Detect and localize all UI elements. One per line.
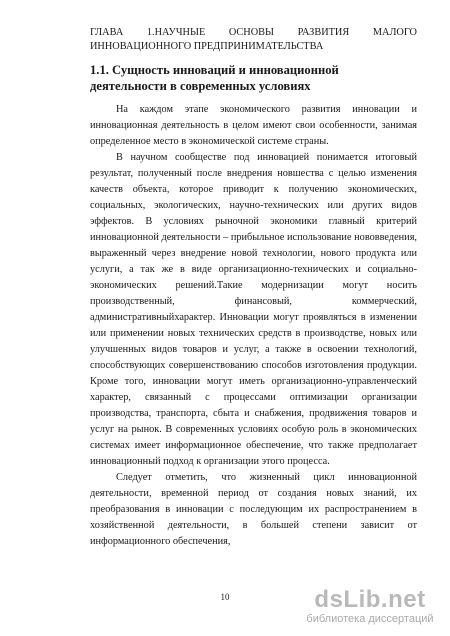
- chapter-heading-line-1: ГЛАВА 1.НАУЧНЫЕ ОСНОВЫ РАЗВИТИЯ МАЛОГО: [90, 27, 417, 38]
- page-content: [90, 26, 417, 550]
- watermark-logo-text: dsLib.net: [314, 586, 426, 613]
- chapter-heading: [90, 26, 417, 54]
- paragraph-3: Следует отметить, что жизненный цикл инновационной деятельности, временной период от создания новых знаний, их преобразования в инновации с последующим их распространением в хозяйственной деятельности, в большей степени зависит от информационного обеспечения,: [90, 472, 417, 547]
- watermark-logo: [300, 587, 440, 626]
- chapter-heading-line-2: ИННОВАЦИОННОГО ПРЕДПРИНИМАТЕЛЬСТВА: [90, 41, 324, 52]
- paragraph-1: На каждом этапе экономического развития инновации и инновационная деятельность в целом имеют свои особенности, занимая определенное место в экономической системе страны.: [90, 104, 417, 147]
- page-number: 10: [220, 592, 230, 602]
- paragraph-2: В научном сообществе под инновацией понимается итоговый результат, полученный после внедрения новшества с целью изменения качеств объекта, которое приводит к получению экономических, социальных, экологических, научно-технических или других видов эффектов. В условиях рыночной экономики главный критерий инновационной деятельности – прибыльное использование нововведения, выраженный через внедрение новой технологии, нового продукта или услуги, а так же в виде организационно-технических и социально-экономических решений.Такие модернизации могут носить производственный, финансовый, коммерческий, административныйхарактер. Инновации могут проявляться в изменении или применении новых технических средств в производстве, новых или улучшенных видов товаров и услуг, а также в освоении технологий, способствующих совершенствованию способов изготовления продукции. Кроме того, инновации могут иметь организационно-управленческий характер, связанный с процессами оптимизации организации производства, транспорта, сбыта и снабжения, продвижения товаров и услуг на рынок. В современных условиях особую роль в экономических системах имеет информационное обеспечение, что также предполагает инновационный подход к организации этого процесса.: [90, 152, 417, 467]
- watermark-subtitle: библиотека диссертаций: [306, 613, 434, 625]
- section-title: 1.1. Сущность инноваций и инновационной деятельности в современных условиях: [90, 63, 339, 93]
